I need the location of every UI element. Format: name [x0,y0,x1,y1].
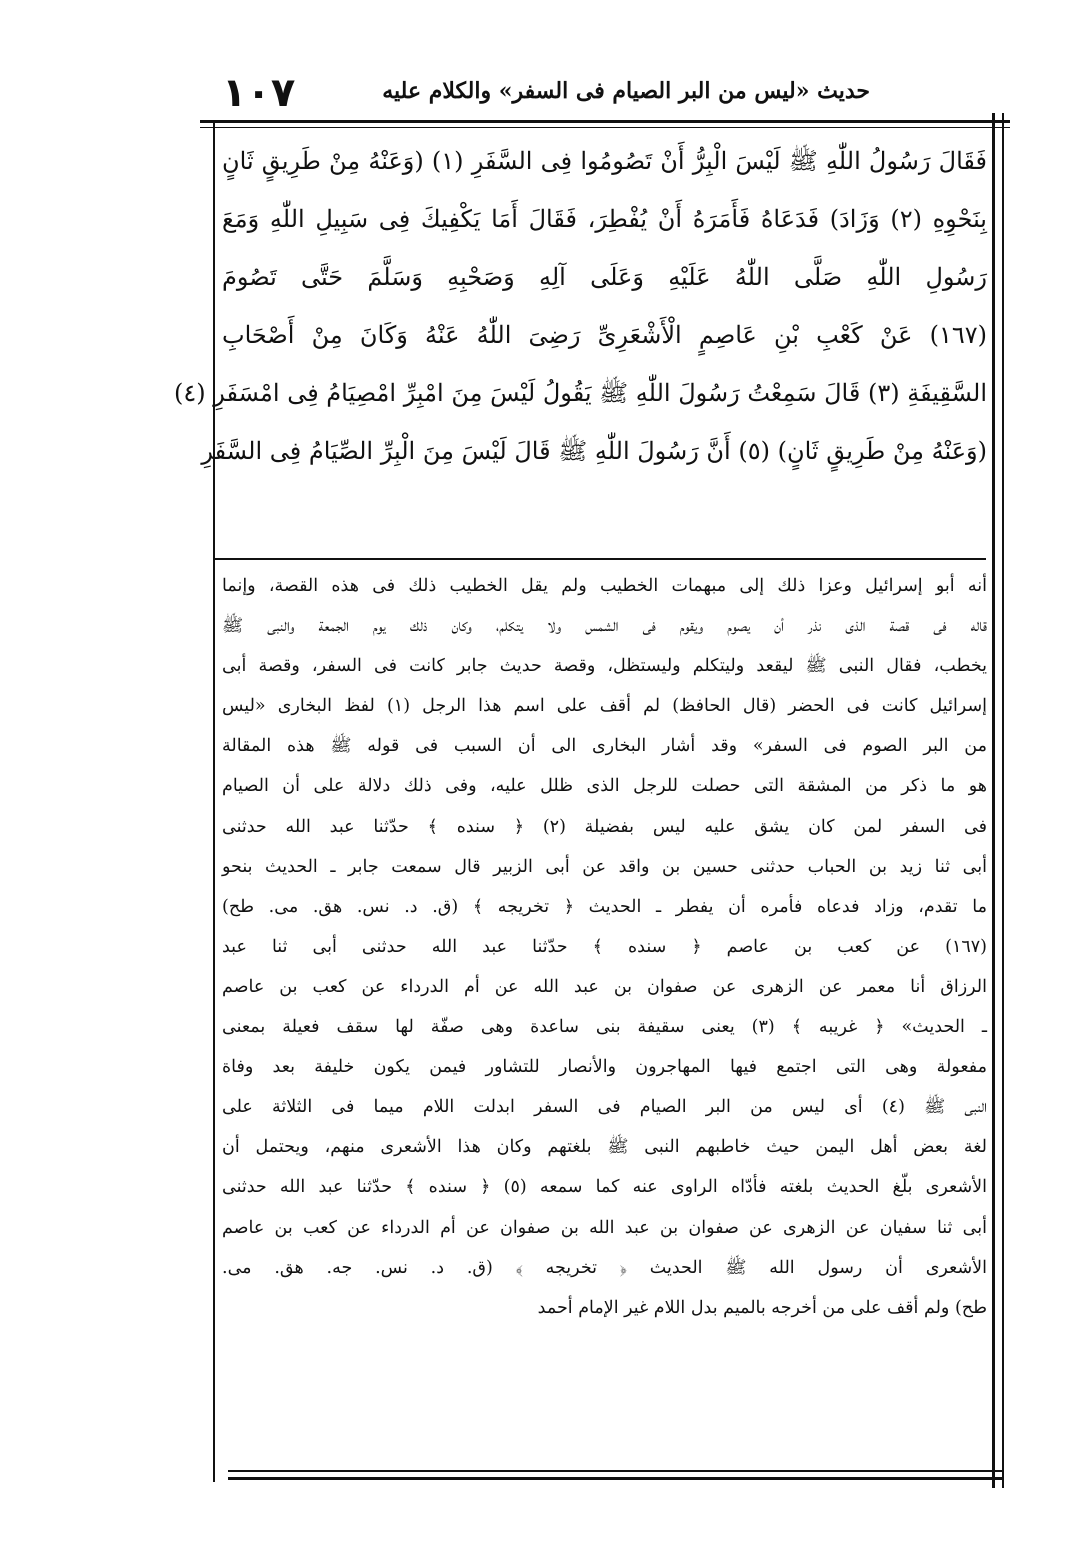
commentary-line: أبى ثنا زيد بن الحباب حدثنى حسين بن واقد عن أبى الزبير قال سمعت جابر ـ الحديث بنحو [222,856,987,877]
hadith-text-block [174,132,988,552]
commentary-line: النبى ﷺ (٤) أى ليس من البر الصيام فى السفر ابدلت اللام ميما فى الثلاثة على [222,1097,987,1118]
commentary-line: ما تقدم، وزاد فدعاه فأمره أن يفطر ـ الحديث ﴿ تخريجه ﴾ (ق. د. نس. هق. مى. طح) [222,896,987,917]
right-border-rule [992,113,995,1488]
hadith-line: بِنَحْوِهِ (٢) وَزَادَ) فَدَعَاهُ فَأَمَرَهُ أَنْ يُفْطِرَ، فَقَالَ أَمَا يَكْفِيكَ فِى سَبِيلِ اللّٰهِ وَمَعَ [222,205,987,233]
commentary-line: أبى ثنا سفيان عن الزهرى عن صفوان بن عبد الله بن صفوان عن أم الدرداء عن كعب بن عاصم [222,1217,987,1238]
commentary-line: يخطب، فقال النبى ﷺ ليقعد وليتكلم وليستظل، وقصة حديث جابر كانت فى السفر، وقصة أبى [222,656,987,677]
right-border-rule-outer [1002,113,1004,1488]
section-divider [214,558,986,560]
bottom-rule-thick [228,1477,1004,1480]
commentary-line: الأشعرى أن رسول الله ﷺ الحديث ﴿ تخريجه ﴾ (ق. د. نس. جه. هق. مى. [222,1257,987,1278]
hadith-line: رَسُولِ اللّٰهِ صَلَّى اللّٰهُ عَلَيْهِ وَعَلَى آلِهِ وَصَحْبِهِ وَسَلَّمَ حَتَّى تَصُومَ [222,263,987,291]
commentary-block [222,566,987,1466]
hadith-line: (وَعَنْهُ مِنْ طَرِيقٍ ثَانٍ) (٥) أَنَّ رَسُولَ اللّٰهِ ﷺ قَالَ لَيْسَ مِنَ الْبِرِّ الصِّيَامُ فِى السَّفَرِ [201,437,987,465]
left-border-rule [213,120,215,1482]
running-title: حديث «ليس من البر الصيام فى السفر» والكلام عليه [382,78,870,104]
commentary-line: الرزاق أنا معمر عن الزهرى عن صفوان بن عبد الله عن أم الدرداء عن كعب بن عاصم [222,976,987,997]
page-number: ١٠٧ [222,70,296,116]
bottom-rule [228,1470,1004,1472]
hadith-line: فَقَالَ رَسُولُ اللّٰهِ ﷺ لَيْسَ الْبِرُّ أَنْ تَصُومُوا فِى السَّفَرِ (١) (وَعَنْهُ مِنْ طَرِيقٍ ثَانٍ [222,147,988,175]
top-rule [200,120,1010,123]
top-rule-thin [200,127,1010,128]
commentary-line: الأشعرى بلّغ الحديث بلغته فأدّاه الراوى عنه كما سمعه (٥) ﴿ سنده ﴾ حدّثنا عبد الله حدثنى [222,1177,987,1198]
commentary-line: مفعولة وهى التى اجتمع فيها المهاجرون والأنصار للتشاور فيمن يكون خليفة بعد وفاة [222,1057,987,1078]
commentary-line: فى السفر لمن كان يشق عليه ليس بفضيلة (٢) ﴿ سنده ﴾ حدّثنا عبد الله حدثنى [222,816,987,837]
commentary-line: طح) ولم أقف على من أخرجه بالميم بدل اللام غير الإمام أحمد [537,1297,987,1318]
commentary-line: ـ الحديث» ﴿ غريبه ﴾ (٣) يعنى سقيفة بنى ساعدة وهى صفّة لها سقف فعيلة بمعنى [222,1017,987,1038]
commentary-line: من البر الصوم فى السفر» وقد أشار البخارى الى أن السبب فى قوله ﷺ هذه المقالة [222,736,987,757]
commentary-line: قاله فى قصة الذى نذر أن يصوم ويقوم فى الشمس ولا يتكلم، وكان ذلك يوم الجمعة والنبى ﷺ [222,616,987,637]
commentary-line: أنه أبو إسرائيل وعزا ذلك إلى مبهمات الخطيب ولم يقل الخطيب ذلك فى هذه القصة، وإنما [222,576,987,596]
hadith-line: السَّقِيفَةِ (٣) قَالَ سَمِعْتُ رَسُولَ اللّٰهِ ﷺ يَقُولُ لَيْسَ مِنَ امْبِرِّ امْصِيَامُ فِى امْسَفَرِ (٤) [174,379,987,407]
commentary-line: لغة بعض أهل اليمن حيث خاطبهم النبى ﷺ بلغتهم وكان هذا الأشعرى منهم، ويحتمل أن [222,1137,987,1158]
commentary-line: (١٦٧) عن كعب بن عاصم ﴿ سنده ﴾ حدّثنا عبد الله حدثنى أبى ثنا عبد [222,936,987,957]
commentary-line: إسرائيل كانت فى الحضر (قال الحافظ) لم أقف على اسم هذا الرجل (١) لفظ البخارى «ليس [222,696,987,717]
hadith-line: (١٦٧) عَنْ كَعْبِ بْنِ عَاصِمٍ الْأَشْعَرِىِّ رَضِىَ اللّٰهُ عَنْهُ وَكَانَ مِنْ أَصْحَابِ [222,321,987,349]
commentary-line: هو ما ذكر من المشقة التى حصلت للرجل الذى ظلل عليه، وفى ذلك دلالة على أن الصيام [222,776,987,797]
